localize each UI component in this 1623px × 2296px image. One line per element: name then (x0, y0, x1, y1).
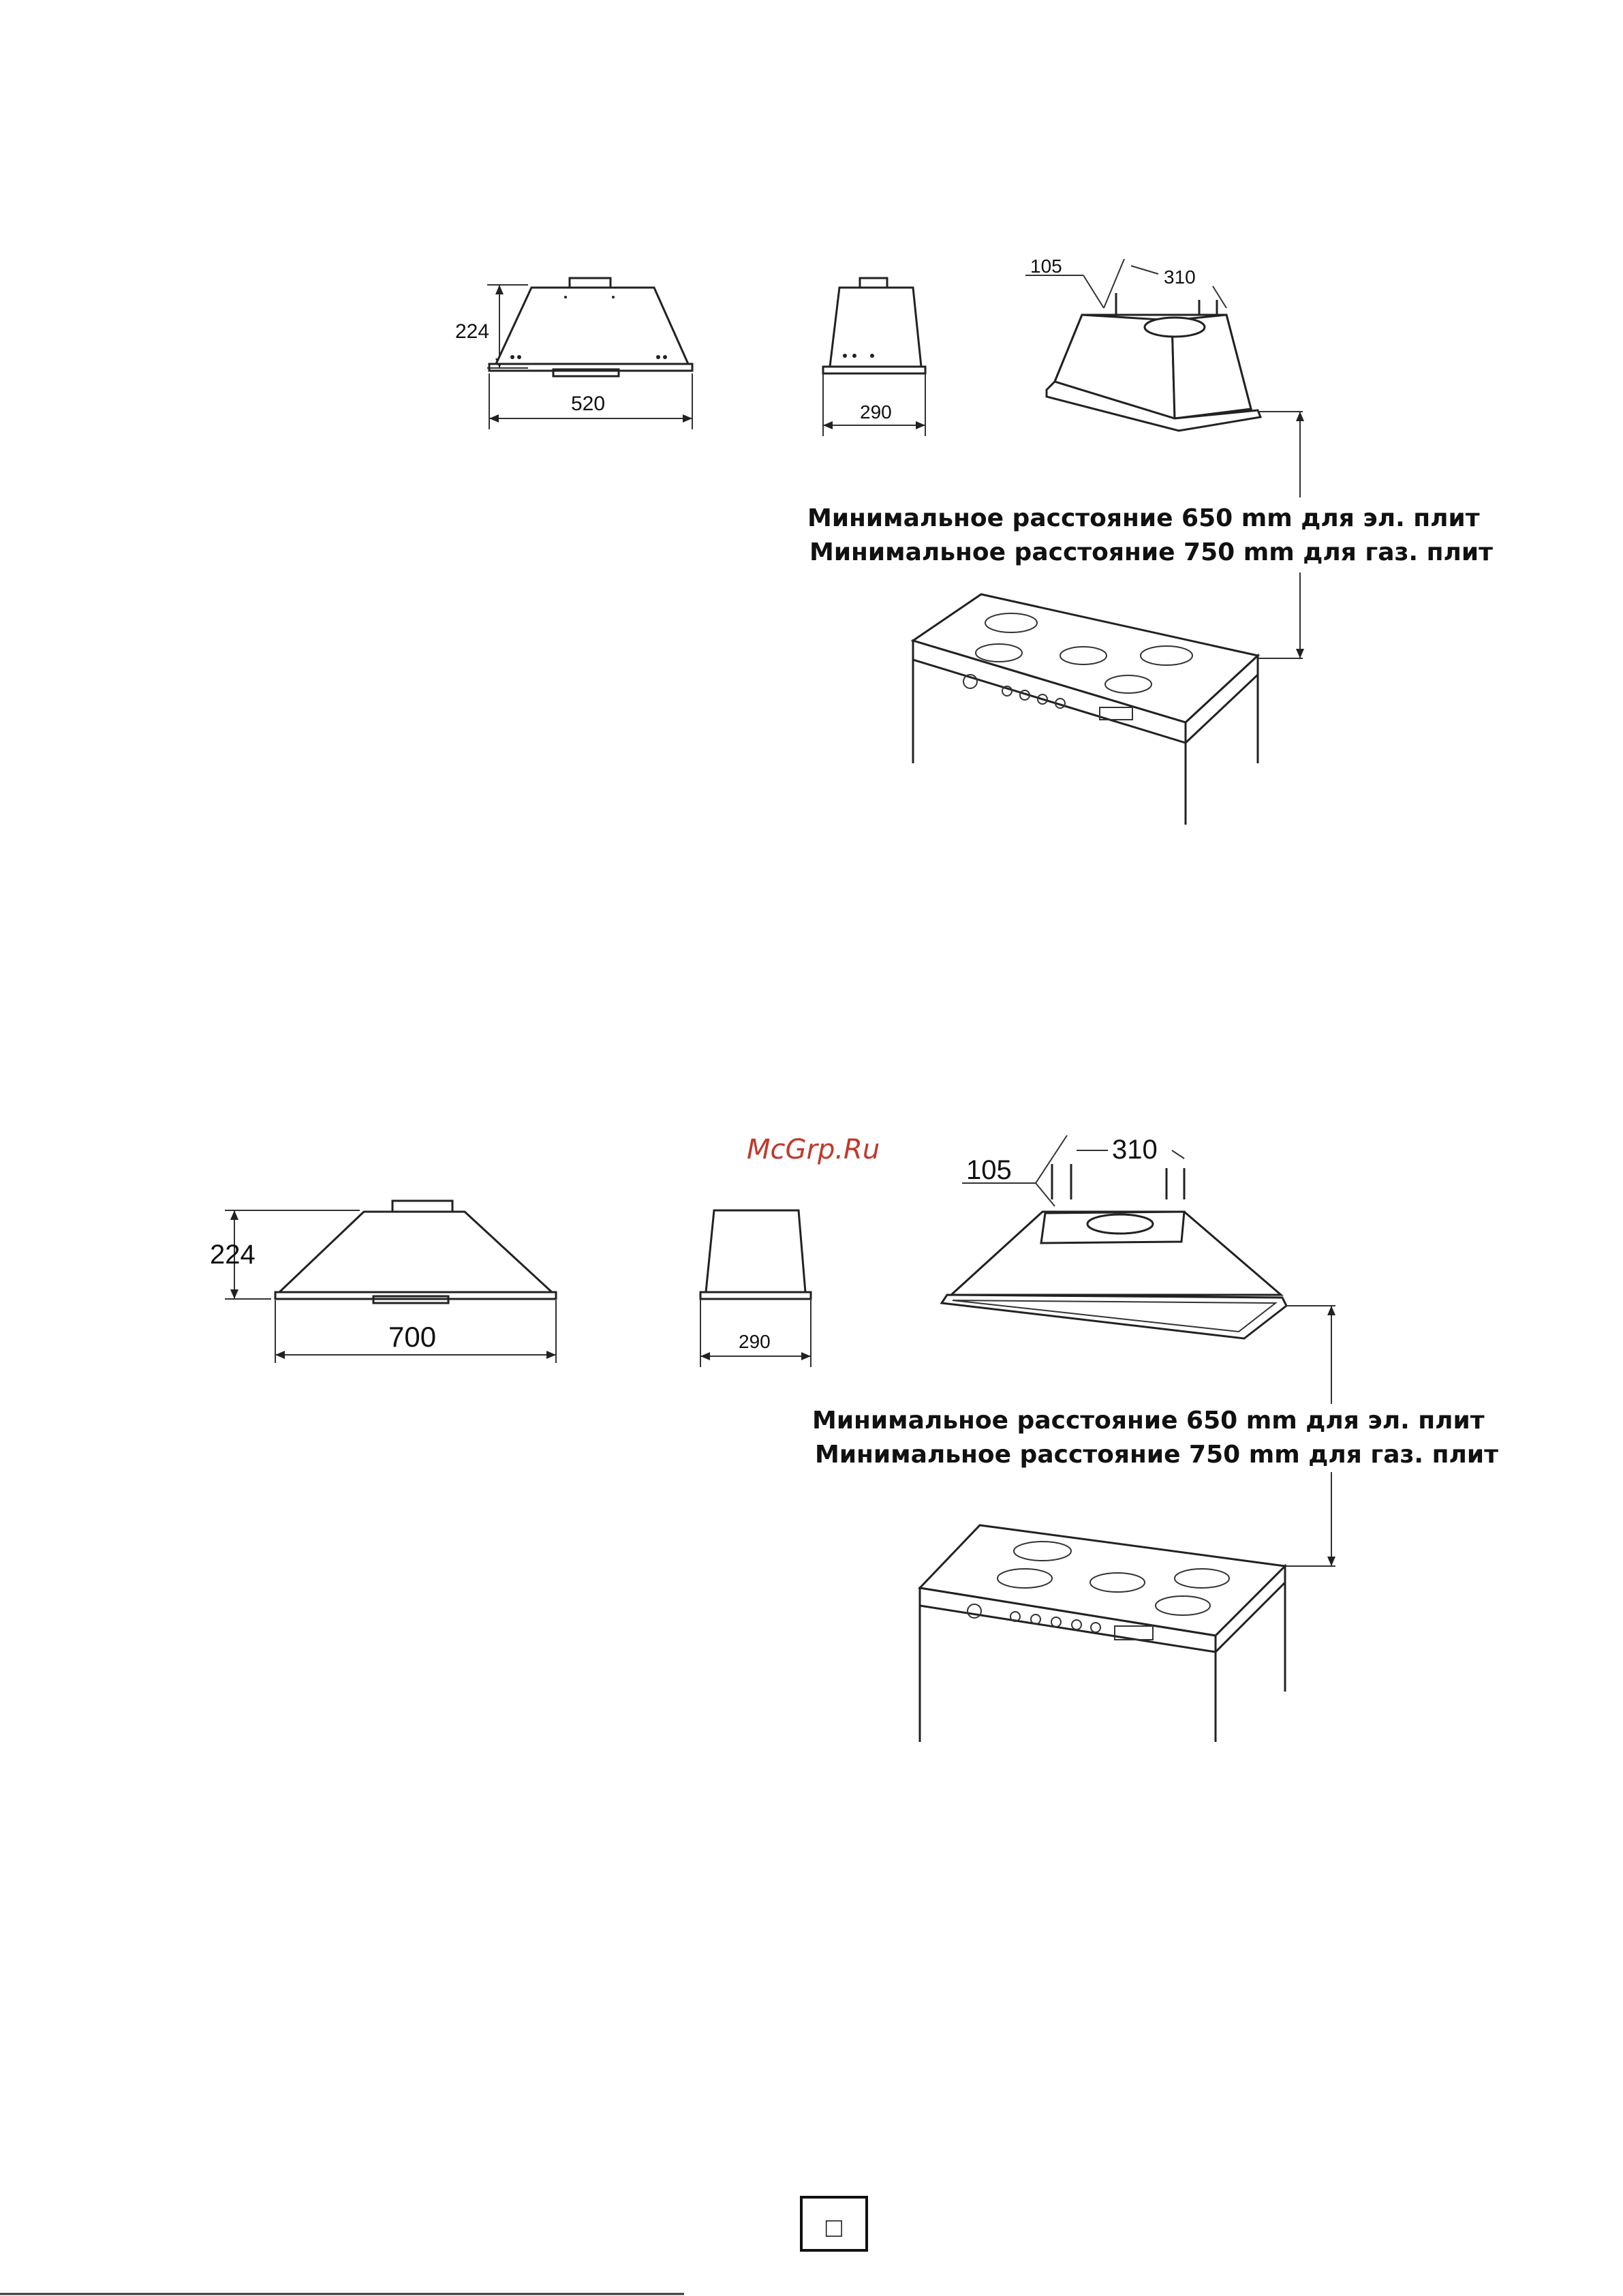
hood-700-cooktop (920, 1472, 1335, 1742)
hood-520-depth-label: 290 (860, 401, 892, 423)
hood-520-min-distance-gas: Минимальное расстояние 750 mm для газ. плит (809, 538, 1493, 566)
hood-700-offset-left-label: 105 (966, 1155, 1012, 1185)
hood-700-width-label: 700 (388, 1321, 437, 1353)
hood-520-width-label: 520 (571, 393, 606, 415)
hood-520-offset-right-label: 310 (1164, 266, 1196, 288)
hood-700-offset-right-label: 310 (1112, 1135, 1158, 1165)
hood-700-height-label: 224 (210, 1240, 256, 1270)
hood-700-depth-label: 290 (739, 1331, 771, 1352)
page-number: □ (825, 2213, 843, 2243)
hood-520-cooktop (913, 572, 1304, 825)
hood-700-min-distance-gas: Минимальное расстояние 750 mm для газ. плит (815, 1441, 1498, 1469)
page-number-box (801, 2197, 867, 2250)
hood-700-side-view (700, 1210, 811, 1367)
hood-520-offset-left-label: 105 (1030, 256, 1062, 277)
hood-520-front-view (455, 278, 692, 429)
hood-520-height-label: 224 (455, 320, 490, 343)
watermark: McGrp.Ru (747, 1134, 880, 1165)
hood-520-perspective-view (1025, 256, 1304, 498)
hood-700-min-distance-electric: Минимальное расстояние 650 mm для эл. плит (812, 1407, 1485, 1435)
hood-700-front-view (210, 1201, 556, 1363)
hood-520-side-view (823, 278, 925, 436)
hood-520-min-distance-electric: Минимальное расстояние 650 mm для эл. плит (807, 504, 1480, 532)
hood-700-perspective-view (942, 1135, 1335, 1404)
